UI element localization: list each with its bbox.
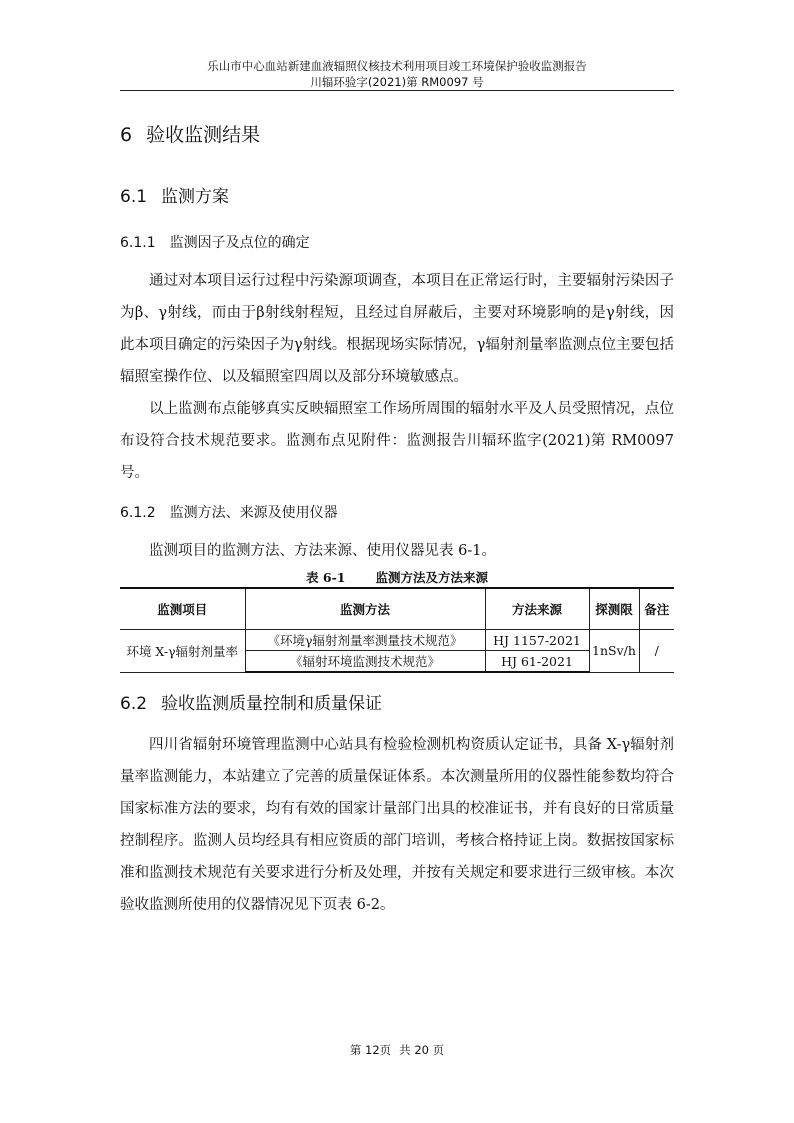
section-6-1-2-heading	[120, 502, 338, 522]
cell-source: HJ 61-2021	[485, 651, 589, 673]
section-6-2-heading	[120, 689, 382, 714]
paragraph-quality-assurance: 四川省辐射环境管理监测中心站具有检验检测机构资质认定证书，具备 X-γ辐射剂量率监测能力，本站建立了完善的质量保证体系。本次测量所用的仪器性能参数均符合国家标准方法的要求，均有有效的国家计量部门出具的校准证书，并有良好的日常质量控制程序。监测人员均经具有相应资质的部门培训，考核合格持证上岗。数据按国家标准和监测技术规范有关要求进行分析及处理，并按有关规定和要求进行三级审核。本次验收监测所使用的仪器情况见下页表 6-2。	[120, 737, 674, 913]
page-number: 第 12页	[349, 1043, 392, 1057]
section-title: 监测方案	[161, 187, 230, 207]
header-remark: 备注	[639, 588, 674, 630]
section-number: 6.1.2	[120, 505, 156, 521]
section-number: 6.1	[120, 187, 148, 207]
table-row	[120, 630, 674, 651]
cell-method: 《环境γ辐射剂量率测量技术规范》	[245, 630, 485, 651]
section-6-1-heading	[120, 182, 229, 207]
section-number: 6.2	[120, 694, 148, 714]
cell-remark: /	[639, 630, 674, 673]
header-method-source: 方法来源	[485, 588, 589, 630]
paragraph-table-reference: 监测项目的监测方法、方法来源、使用仪器见表 6-1。	[149, 543, 496, 559]
header-report-number: 川辐环验字(2021)第 RM0097 号	[310, 75, 484, 89]
cell-detection-limit: 1nSv/h	[589, 630, 639, 673]
page-total: 共 20 页	[399, 1043, 445, 1057]
header-monitoring-item: 监测项目	[120, 588, 245, 630]
section-title: 监测方法、来源及使用仪器	[169, 505, 338, 521]
section-title: 监测因子及点位的确定	[169, 235, 310, 251]
page-header	[120, 58, 674, 90]
section-number: 6.1.1	[120, 235, 156, 251]
section-6-1-1-heading	[120, 232, 310, 252]
section-title: 验收监测结果	[146, 124, 261, 146]
header-detection-limit: 探测限	[589, 588, 639, 630]
paragraph-pollution-factors: 通过对本项目运行过程中污染源项调查，本项目在正常运行时，主要辐射污染因子为β、γ射线，而由于β射线射程短，且经过自屏蔽后，主要对环境影响的是γ射线，因此本项目确定的污染因子为γ射线。根据现场实际情况，γ辐射剂量率监测点位主要包括辐照室操作位、以及辐照室四周以及部分环境敏感点。	[120, 273, 674, 385]
monitoring-method-table	[120, 587, 674, 673]
section-title: 验收监测质量控制和质量保证	[161, 694, 383, 714]
cell-method: 《辐射环境监测技术规范》	[245, 651, 485, 673]
table-caption	[120, 568, 674, 586]
table-number: 表 6-1	[306, 570, 346, 585]
header-divider	[120, 90, 674, 91]
section-number: 6	[120, 124, 133, 146]
cell-source: HJ 1157-2021	[485, 630, 589, 651]
page-footer	[120, 1042, 674, 1058]
cell-monitoring-item: 环境 X-γ辐射剂量率	[120, 630, 245, 673]
section-6-heading	[120, 120, 260, 147]
table-title: 监测方法及方法来源	[375, 570, 488, 585]
header-report-title: 乐山市中心血站新建血液辐照仪核技术利用项目竣工环境保护验收监测报告	[207, 59, 587, 73]
header-monitoring-method: 监测方法	[245, 588, 485, 630]
table-header-row	[120, 588, 674, 630]
paragraph-monitoring-points: 以上监测布点能够真实反映辐照室工作场所周围的辐射水平及人员受照情况，点位布设符合技术规范要求。监测布点见附件：监测报告川辐环监字(2021)第 RM0097 号。	[120, 401, 674, 481]
